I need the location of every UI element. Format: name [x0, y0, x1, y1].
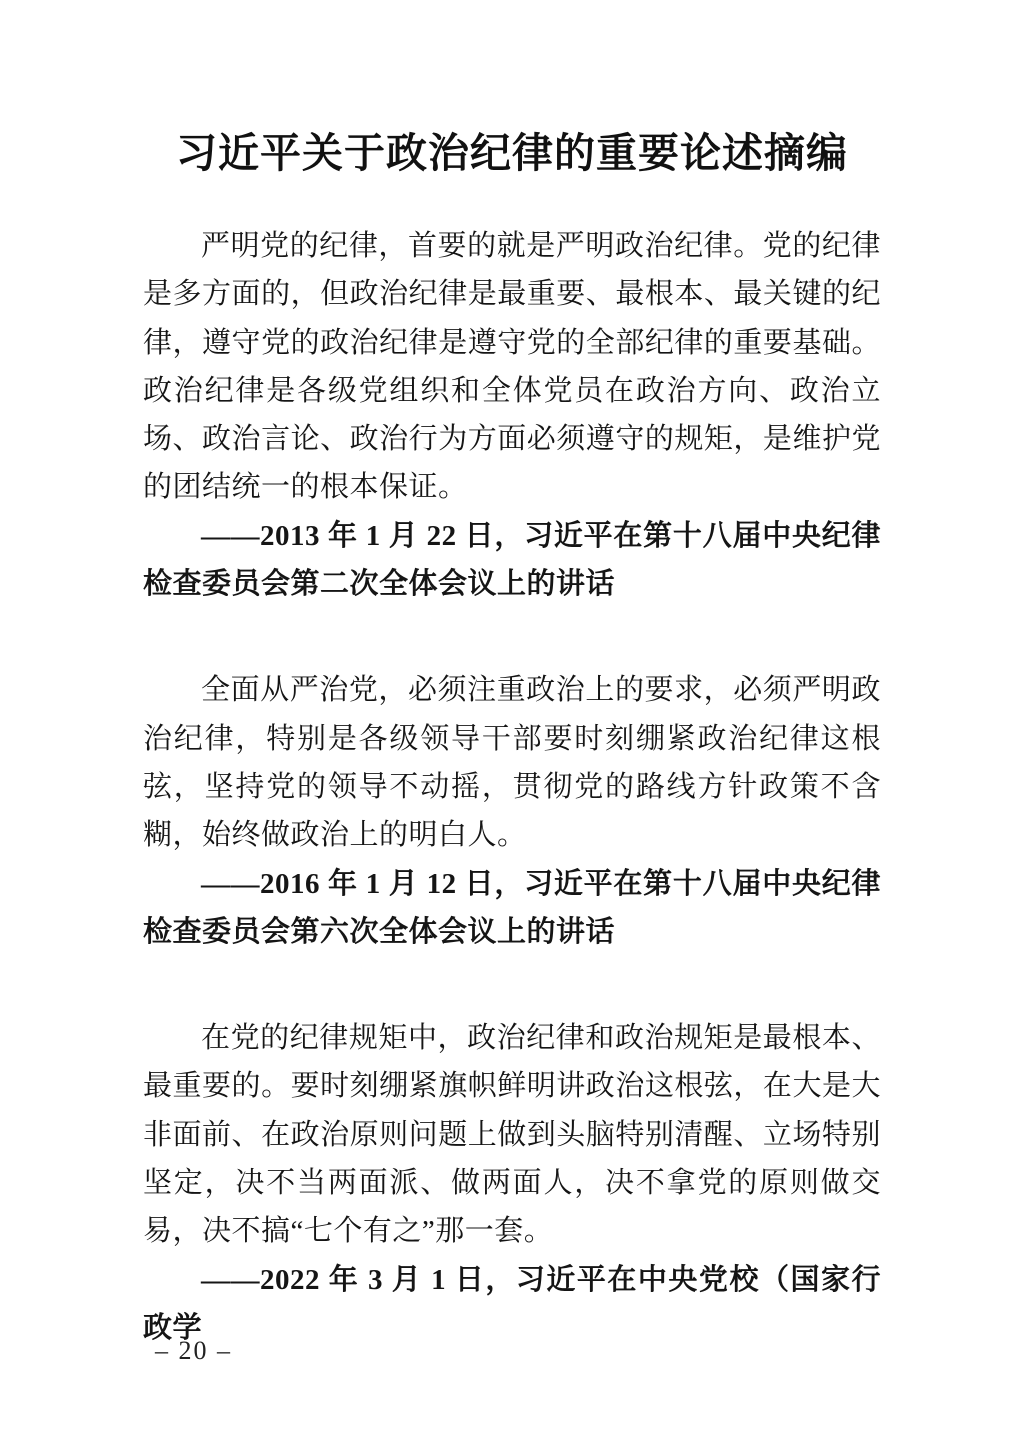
section-spacer-1	[143, 608, 881, 666]
quote-paragraph-2: 全面从严治党，必须注重政治上的要求，必须严明政治纪律，特别是各级领导干部要时刻绷紧政治纪律这根弦，坚持党的领导不动摇，贯彻党的路线方针政策不含糊，始终做政治上的明白人。	[143, 674, 881, 852]
quote-paragraph-1: 严明党的纪律，首要的就是严明政治纪律。党的纪律是多方面的，但政治纪律是最重要、最根本、最关键的纪律，遵守党的政治纪律是遵守党的全部纪律的重要基础。政治纪律是各级党组织和全体党员在政治方向、政治立场、政治言论、政治行为方面必须遵守的规矩，是维护党的团结统一的根本保证。	[143, 230, 881, 504]
section-spacer-2	[143, 956, 881, 1014]
citation-2: ——2016 年 1 月 12 日，习近平在第十八届中央纪律检查委员会第六次全体会议上的讲话	[143, 867, 881, 948]
quote-paragraph-3: 在党的纪律规矩中，政治纪律和政治规矩是最根本、最重要的。要时刻绷紧旗帜鲜明讲政治这根弦，在大是大非面前、在政治原则问题上做到头脑特别清醒、立场特别坚定，决不当两面派、做两面人，决不拿党的原则做交易，决不搞“七个有之”那一套。	[143, 1022, 881, 1248]
page-number: – 20 –	[155, 1336, 232, 1365]
document-title: 习近平关于政治纪律的重要论述摘编	[176, 130, 848, 176]
citation-3: ——2022 年 3 月 1 日，习近平在中央党校（国家行政学	[143, 1263, 881, 1344]
citation-1: ——2013 年 1 月 22 日，习近平在第十八届中央纪律检查委员会第二次全体会议上的讲话	[143, 519, 881, 601]
document-body	[143, 222, 881, 1352]
